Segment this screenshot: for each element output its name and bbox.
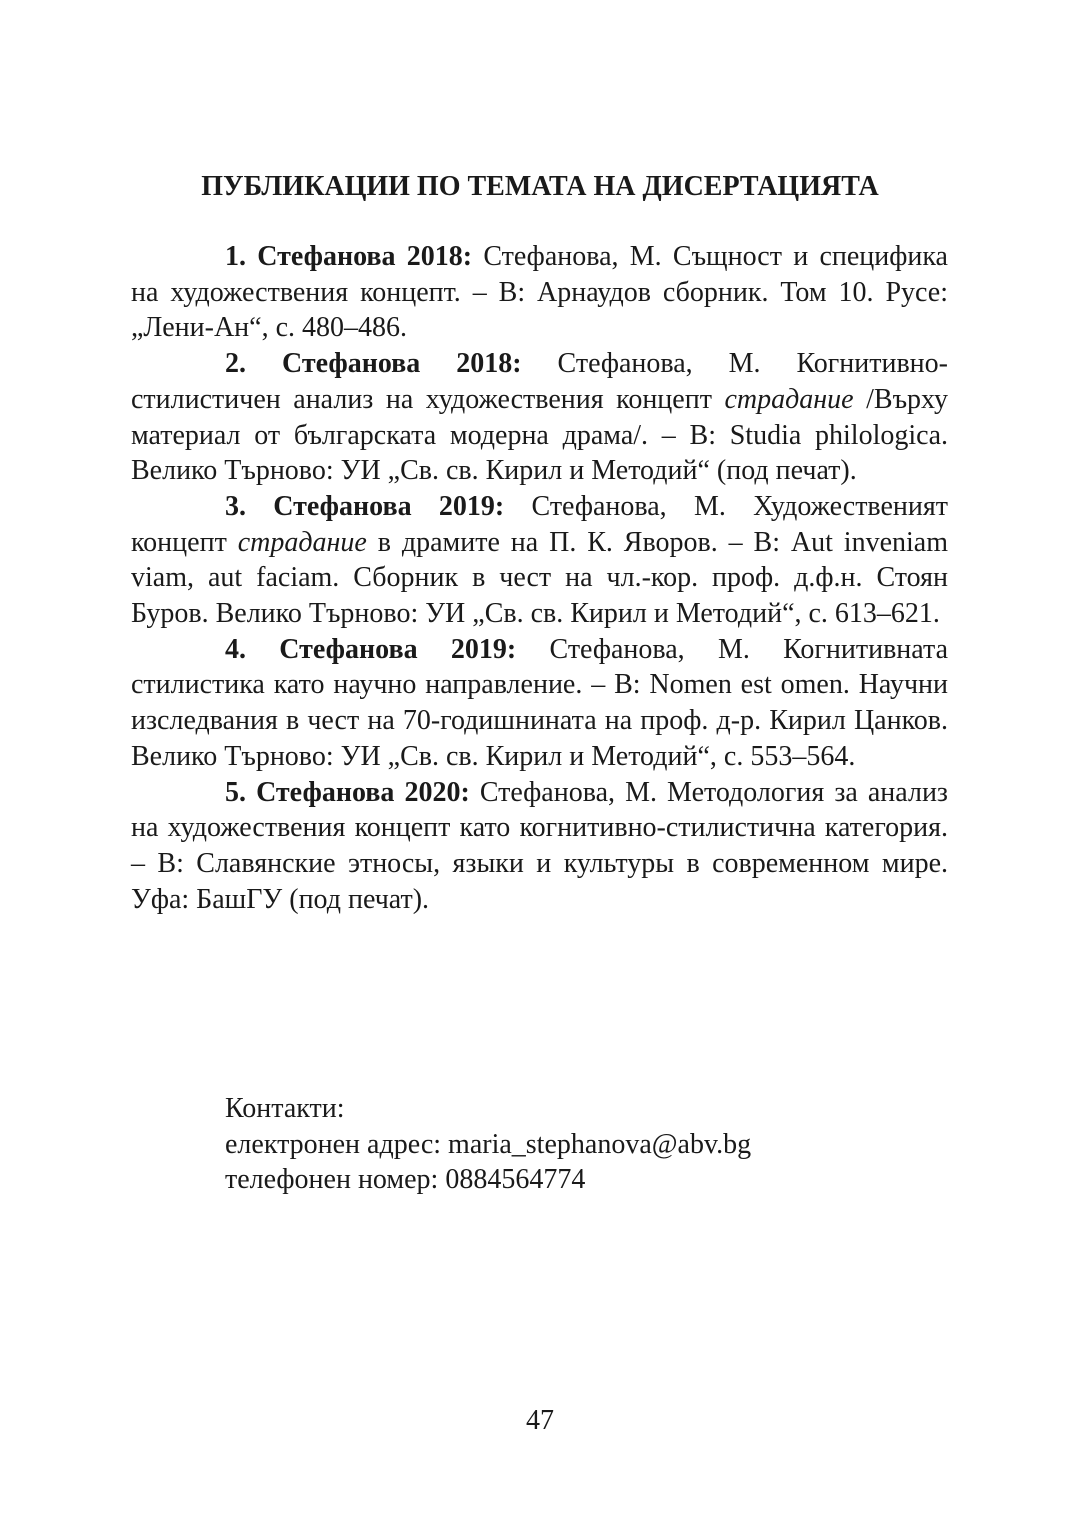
publication-item — [131, 346, 948, 489]
publication-label: 2. Стефанова 2018: — [225, 348, 522, 380]
publication-label: 1. Стефанова 2018: — [225, 241, 473, 272]
publication-italic-term: страдание — [724, 383, 854, 415]
page-title: ПУБЛИКАЦИИ ПО ТЕМАТА НА ДИСЕРТАЦИЯТА — [201, 171, 879, 202]
publication-item — [131, 239, 948, 346]
publication-item — [131, 775, 948, 918]
publication-label: 3. Стефанова 2019: — [225, 490, 505, 522]
publication-text: Стефанова, М. Когнитивната стилистика като научно направление. – В: Nomen est omen. Научни изследвания в чест на 70-годишнината на проф. д-р. Кирил Цанков. Велико Търново: УИ „Св. св. Кирил и Методий“, с. 553–564. — [131, 633, 948, 772]
publication-text: Стефанова, М. Същност и специфика на художествения концепт. – В: Арнаудов сборник. Том 10. Русе: „Лени-Ан“, с. 480–486. — [131, 241, 948, 344]
publication-text: Стефанова, М. Методология за анализ на художествения концепт като когнитивно-стилистична категория. – В: Славянские этносы, языки и культуры в современном мире. Уфа: БашГУ (под печат). — [131, 776, 948, 915]
publication-text: /Върху материал от българската модерна драма/. – В: Studia philologica. Велико Търново: УИ „Св. св. Кирил и Методий“ (под печат). — [131, 383, 948, 487]
publication-text: в драмите на П. К. Яворов. – В: Aut inveniam viam, aut faciam. Сборник в чест на чл.-кор. проф. д.ф.н. Стоян Буров. Велико Търново: УИ „Св. св. Кирил и Методий“, с. 613–621. — [131, 526, 948, 630]
publication-label: 5. Стефанова 2020: — [225, 776, 470, 808]
publication-italic-term: страдание — [237, 526, 367, 558]
contacts-heading: Контакти: — [225, 1093, 345, 1124]
publication-text: Стефанова, М. Художественият концепт — [131, 490, 949, 558]
publication-item — [131, 489, 948, 632]
contact-phone: телефонен номер: 0884564774 — [225, 1164, 586, 1196]
publication-list — [131, 239, 948, 917]
publication-text: Стефанова, М. Когнитивно-стилистичен анализ на художествения концепт — [131, 348, 948, 415]
page-number: 47 — [526, 1405, 554, 1436]
publication-label: 4. Стефанова 2019: — [225, 633, 517, 665]
contacts-block — [225, 1091, 751, 1198]
contact-email: електронен адрес: maria_stephanova@abv.bg — [225, 1128, 752, 1160]
publication-item — [131, 632, 948, 775]
